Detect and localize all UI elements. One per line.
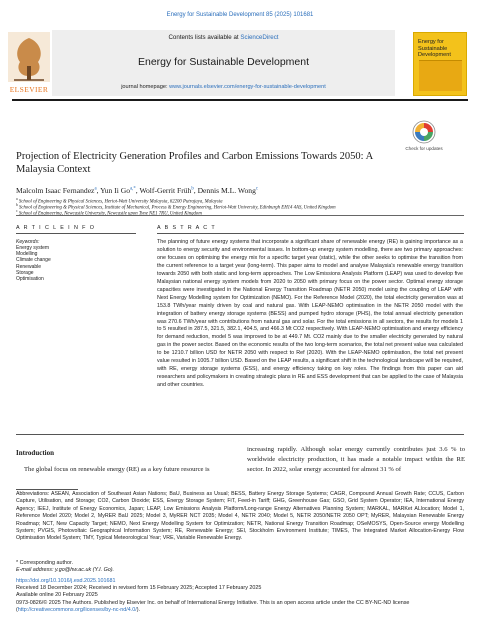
journal-reference[interactable]: Energy for Sustainable Development 85 (2025) 101681 [166, 12, 314, 18]
crossmark-label: Check for updates [405, 146, 443, 151]
license-text: 0973-0826/© 2025 The Authors. Published by Elsevier Inc. on behalf of International Energy Initiative. This is an open access article under the CC BY-NC-ND license ( [16, 600, 410, 614]
abstract-rule [157, 233, 464, 234]
introduction-right-text: increasing rapidly. Although solar energy currently contributes just 3.6 % to worldwide electricity production, it has made a notable impact within the RE sector. In 2022, solar energy accounted for almost 31 % of [247, 446, 465, 473]
keyword: Optimisation [16, 276, 44, 283]
abstract-end-rule [16, 434, 464, 435]
corresponding-author-note: * Corresponding author. [16, 560, 73, 566]
keyword: Modelling [16, 251, 38, 258]
abstract-heading: A B S T R A C T [157, 225, 217, 231]
affiliation-sup: b [16, 203, 18, 207]
contents-line [52, 34, 395, 41]
footnote-rule [16, 489, 78, 490]
doi-link[interactable]: https://doi.org/10.1016/j.esd.2025.101681 [16, 578, 116, 584]
license-end: ). [136, 607, 141, 614]
publisher-logo-text: ELSEVIER [9, 85, 49, 94]
author-name[interactable]: Wolf-Gerrit Früh [139, 186, 192, 195]
article-info-heading: A R T I C L E I N F O [16, 225, 96, 231]
affiliation-sup: c [16, 209, 18, 213]
received-dates: Received 18 December 2024; Received in revised form 15 February 2025; Accepted 17 February 2025 [16, 585, 262, 591]
author-sup[interactable]: c [255, 186, 259, 192]
sciencedirect-link[interactable]: ScienceDirect [240, 34, 279, 41]
email-note[interactable]: E-mail address: y.go@hw.ac.uk (Y.I. Go). [16, 567, 115, 573]
license-statement [16, 600, 464, 615]
author-sup[interactable]: a [94, 186, 97, 192]
abstract-text: The planning of future energy systems that incorporate a significant share of renewable energy (RE) is gaining importance as a solution to energy security and environmental issues. In bottom-up energy system modelling, there are two primary approaches: one focuses on optimising the energy mix for a specific target year (static), while the other seeks to optimise the transition from the current reference to a target year (long-term). This paper aims to model and analyse Malaysia's renewable energy transition towards 2050 with both static and long-term approaches. The Low Emissions Analysis Platform (LEAP) was used to develop five Malaysian national energy system models from 2020 to 2050 with primary focus on the power sector. Optimal energy storage capacities were investigated in the National Energy Transition Roadmap (NETR 2050) model using the coupling of LEAP with Next Energy Modelling system for Optimization (NEMO). For the Reference Model (2020), the total electricity generation was at 153.8 TWh/year mainly driven by coal and natural gas. With LEAP-NEMO optimisation in the NETR 2050 model with the integration of battery energy storage systems (BESS) and pumped hydro storage (PHS), the total annual electricity generation was 270.6 TWh/year with contributions from natural gas and solar. For the total emissions in all sectors, the results for models 1 to 5 resulted in 287.5, 321.5, 382.1, 404.5, and 466.3 Mt CO2 respectively. With LEAP-NEMO optimisation and energy efficiency for demand reduction, model 5 was improved to be at 449.7 Mt. CO2 mainly due to the smaller electricity generated by natural gas in the power sector. Based on the economic results of the two long-term scenarios, the total net present value was calculated to be 1210.7 billion USD for NETR 2050 with respect to Ref (2020). With the LEAP-NEMO optimisation, the total net present value resulted in 1005.7 billion USD. Based on the LEAP results, a significant shift in the technological landscape will be required, with RE, energy storage systems (ESS), and energy efficiency taking on key roles. The findings from this paper can aid researchers and policymakers in creating strategic plans in RE and ESS development that can be applied to the case of Malaysia and other countries. [157, 239, 463, 389]
keyword-list [16, 245, 51, 282]
cover-title: Energy for Sustainable Development [418, 39, 451, 58]
author-name[interactable]: Malcolm Isaac Fernandez [16, 186, 95, 195]
contents-prefix: Contents lists available at [168, 34, 241, 41]
author-sup[interactable]: a,* [130, 186, 136, 192]
keywords-label: Keywords: [16, 239, 40, 245]
article-info-rule [16, 233, 136, 234]
keyword: Renewable [16, 263, 42, 270]
author-list: Malcolm Isaac Fernandez$^a$, Yun Ii $Go^{a,*}$, Wolf-Gerrit Früh$^b$, Dennis M.L. Wong$^c$ [16, 186, 259, 195]
homepage-prefix: journal homepage: [121, 84, 170, 90]
author-name[interactable]: Dennis M.L. Wong [197, 186, 256, 195]
journal-cover-thumbnail [413, 32, 467, 96]
header-rule [12, 99, 468, 101]
keyword: Climate change [16, 257, 51, 264]
journal-homepage-link[interactable]: www.journals.elsevier.com/energy-for-sustainable-development [169, 84, 326, 90]
affiliation-sup: a [16, 197, 18, 201]
article-title: Projection of Electricity Generation Profiles and Carbon Emissions Towards 2050: A Malaysia Context [16, 151, 373, 175]
journal-homepage-line [52, 84, 395, 90]
affiliation-text: School of Engineering & Physical Sciences, Heriot-Watt University Malaysia, 62200 Putrajaya, Malaysia [18, 199, 223, 205]
author-name[interactable]: Yun Ii Go [100, 186, 131, 195]
available-online-date: Available online 20 February 2025 [16, 592, 98, 598]
abbreviations-footnote: Abbreviations: ASEAN, Association of Southeast Asian Nations; BaU, Business as Usual; BESS, Battery Energy Storage Systems; CAGR, Compound Annual Growth Rate; CCUS, Carbon Capture, Utilisation, and Storage; CO2, Carbon Dioxide; ESS, Energy Storage System; FiT, Feed-in Tariff; GHG, Greenhouse Gas; GSO, Grid System Operator; IEA, International Energy Agency; IEEJ, Institute of Energy Economics, Japan; LEAP, Low Emissions Analysis Platform/Long-range Energy Alternatives Planning System; MARKAL, MARKet ALlocation; Model 1, Reference Model 2020; Model 2, MyRER BaU 2025; Model 3, MyRER NCT 2035; Model 4, NETR 2040; Model 5, NETR 2050/NETR 2050 OPT; MyRER, Malaysian Renewable Energy Roadmap; NCT, New Capacity Target; NEMO, Next Energy Modelling System for Optimization; NETR, National Energy Transition Roadmap; OSeMOSYS, Open-Source energy Modelling System; PVGIS, Photovoltaic Geographical Information System; RE, Renewable Energy; SEI, Stockholm Environment Institute; TIMES, The Integrated Market Allocation-Energy Flow Optimisation Model System; TMY, Typical Meteorological Year; VRE, Variable Renewable Energy. [16, 491, 464, 542]
introduction-heading: Introduction [16, 449, 54, 457]
license-link[interactable]: http://creativecommons.org/licenses/by-nc-nd/4.0/ [17, 607, 137, 614]
affiliation-rule [16, 215, 464, 216]
crossmark-icon[interactable] [412, 120, 436, 144]
keyword: Storage [16, 269, 34, 276]
introduction-left-text: The global focus on renewable energy (RE) as a key future resource is [24, 466, 210, 473]
author-sup[interactable]: b [191, 186, 194, 192]
cover-image [419, 60, 462, 91]
keyword: Energy system [16, 245, 50, 251]
affiliation-text: School of Engineering & Physical Sciences, Institute of Mechanical, Process & Energy Engineering, Heriot-Watt University, Edinburgh EH14 4AS, United Kingdom [19, 205, 336, 211]
journal-title: Energy for Sustainable Development [137, 56, 309, 68]
